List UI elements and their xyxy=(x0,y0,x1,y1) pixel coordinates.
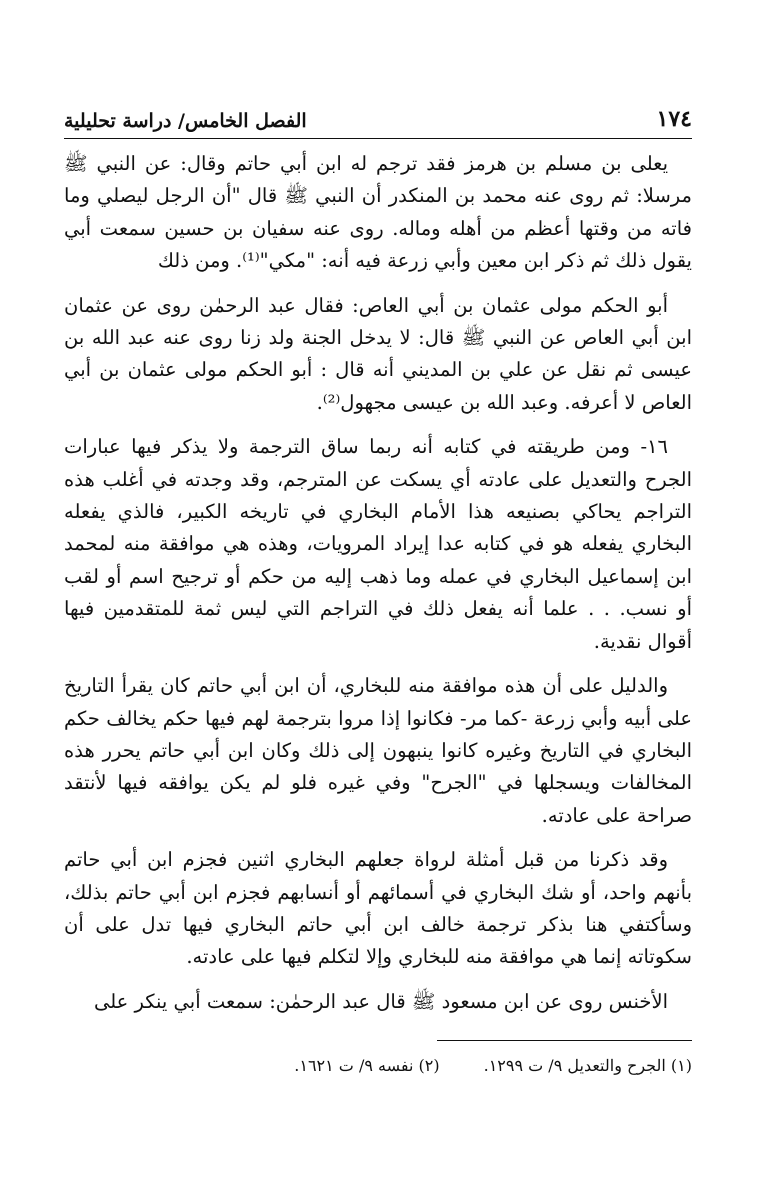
paragraph: يعلى بن مسلم بن هرمز فقد ترجم له ابن أبي حاتم وقال: عن النبي ﷺ مرسلا: ثم روى عنه محمد بن المنكدر أن النبي ﷺ قال "أن الرجل ليصلي وما فاته من وقتها أعظم من أهله وماله. روى عنه سفيان بن حسين سمعت أبي يقول ذلك ثم ذكر ابن معين وأبي زرعة فيه أنه: "مكي"⁽¹⁾. ومن ذلك xyxy=(64,152,692,273)
page-header xyxy=(64,98,692,139)
paragraph: أبو الحكم مولى عثمان بن أبي العاص: فقال عبد الرحمٰن روى عن عثمان ابن أبي العاص عن النبي ﷺ قال: لا يدخل الجنة ولد زنا روى عنه عبد الله بن عيسى ثم نقل عن علي بن المديني أنه قال : أبو الحكم مولى عثمان بن أبي العاص لا أعرفه. وعبد الله بن عيسى مجهول⁽²⁾. xyxy=(64,293,692,414)
footnote-divider xyxy=(437,1040,692,1041)
chapter-title: الفصل الخامس/ دراسة تحليلية xyxy=(64,110,307,132)
footnote-1: (١) الجرح والتعديل ٩/ ت ١٢٩٩. xyxy=(483,1056,692,1075)
paragraph: والدليل على أن هذه موافقة منه للبخاري، أن ابن أبي حاتم كان يقرأ التاريخ على أبيه وأبي زرعة -كما مر- فكانوا إذا مروا بترجمة لهم فيها حكم يخالف حكم البخاري في التاريخ وغيره كانوا ينبهون إلى ذلك وكان ابن أبي حاتم يحرر هذه المخالفات ويسجلها في "الجرح" وفي غيره فلو لم يكن يوافقه فيها لأنتقد صراحة على عادته. xyxy=(64,674,692,827)
footnotes xyxy=(64,1052,692,1080)
paragraph: ١٦- ومن طريقته في كتابه أنه ربما ساق الترجمة ولا يذكر فيها عبارات الجرح والتعديل على عادته أي يسكت عن المترجم، وقد وجدته في أغلب هذه التراجم يحاكي بصنيعه هذا الأمام البخاري في تاريخه الكبير، فالذي يفعله البخاري يفعله هو في كتابه عدا إيراد المرويات، وهذه هي موافقة منه لمحمد ابن إسماعيل البخاري في عمله وما ذهب إليه من حكم أو ترجيح اسم أو لقب أو نسب. . . علما أنه يفعل ذلك في التراجم التي ليس ثمة للمتقدمين فيها أقوال نقدية. xyxy=(64,435,692,653)
paragraph: الأخنس روى عن ابن مسعود ﷺ قال عبد الرحمٰن: سمعت أبي ينكر على xyxy=(93,989,668,1013)
body-text xyxy=(64,148,692,1030)
footnote-2: (٢) نفسه ٩/ ت ١٦٢١. xyxy=(294,1056,440,1075)
paragraph: وقد ذكرنا من قبل أمثلة لرواة جعلهم البخاري اثنين فجزم ابن أبي حاتم بأنهم واحد، أو شك البخاري في أسمائهم أو أنسابهم فجزم ابن أبي حاتم بذلك، وسأكتفي هنا بذكر ترجمة خالف ابن أبي حاتم البخاري فيها تدل على أن سكوتاته إنما هي موافقة منه للبخاري وإلا لتكلم فيها على عادته. xyxy=(64,848,692,969)
page-number: ١٧٤ xyxy=(656,106,692,132)
